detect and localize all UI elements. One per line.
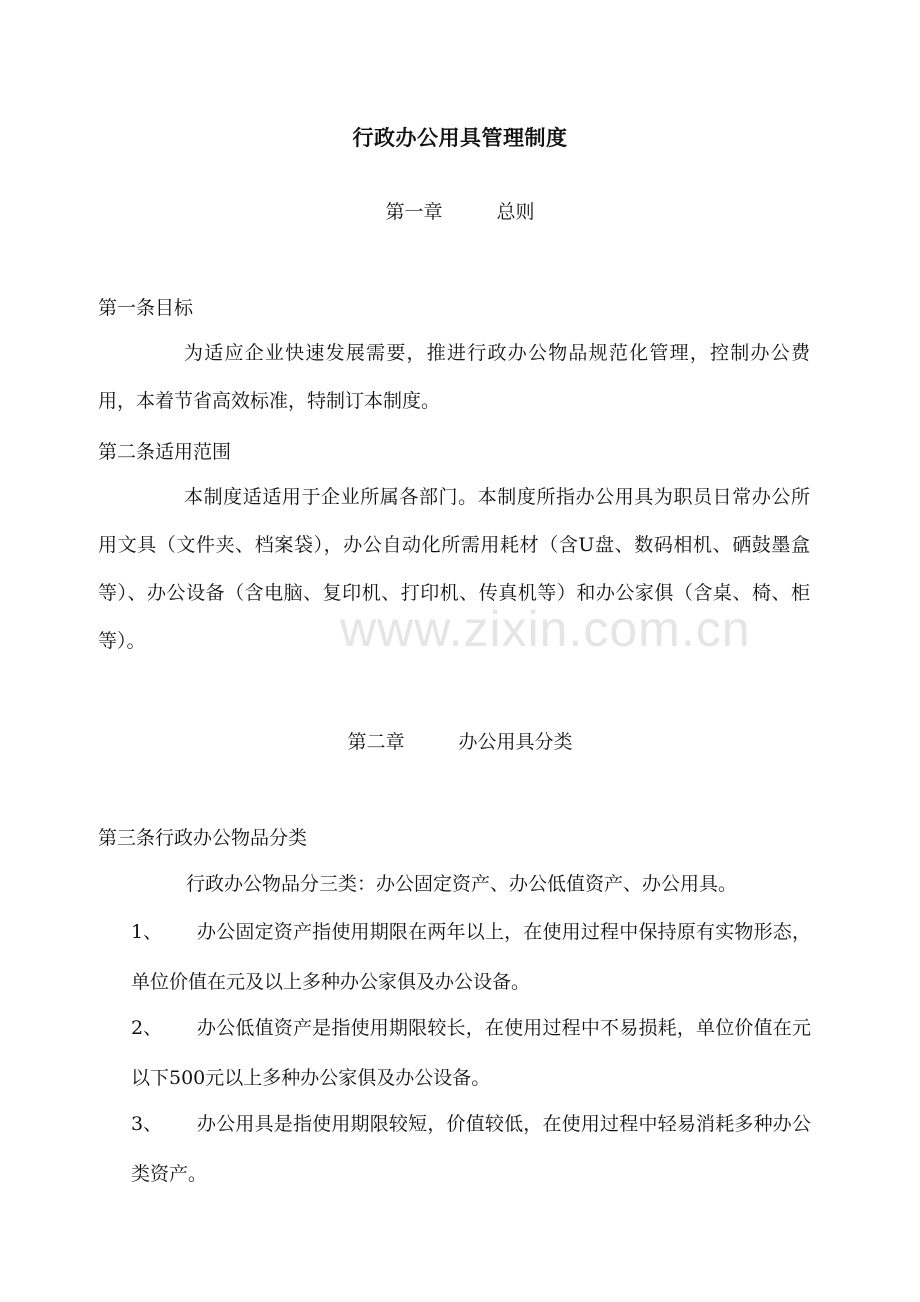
chapter-heading-1 (0, 197, 920, 224)
list-item-number: 1、 (131, 921, 163, 943)
list-item-number: 3、 (131, 1113, 163, 1135)
chapter-number: 第一章 (385, 201, 443, 223)
article-body-2: 本制度适适用于企业所属各部门。本制度所指办公用具为职员日常办公所用文具（文件夹、档案袋），办公自动化所需用耗材（含U盘、数码相机、硒鼓墨盒等）、办公设备（含电脑、复印机、打印机、传真机等）和办公家俱（含桌、椅、柜等）。 (98, 486, 810, 652)
chapter-number: 第二章 (347, 731, 405, 753)
list-item (131, 1099, 811, 1199)
document-title: 行政办公用具管理制度 (352, 125, 568, 150)
list-item (131, 907, 811, 1007)
article-body-1: 为适应企业快速发展需要，推进行政办公物品规范化管理，控制办公费用，本着节省高效标准，特制订本制度。 (98, 342, 810, 412)
list-item-text: 办公固定资产指使用期限在两年以上，在使用过程中保持原有实物形态，单位价值在元及以上多种办公家俱及办公设备。 (131, 921, 811, 993)
list-item (131, 1003, 811, 1103)
list-item-text: 办公用具是指使用期限较短，价值较低，在使用过程中轻易消耗多种办公类资产。 (131, 1113, 811, 1185)
list-item-text: 办公低值资产是指使用期限较长，在使用过程中不易损耗，单位价值在元以下500元以上多种办公家俱及办公设备。 (131, 1017, 811, 1089)
chapter-name: 办公用具分类 (458, 731, 573, 753)
list-item-number: 2、 (131, 1017, 163, 1039)
chapter-name: 总则 (496, 201, 535, 223)
article-heading-3: 第三条行政办公物品分类 (98, 827, 308, 849)
chapter-heading-2 (0, 727, 920, 754)
article-heading-1: 第一条目标 (98, 297, 194, 319)
watermark: www.zixin.com.cn (340, 601, 751, 657)
article-body-3: 行政办公物品分三类：办公固定资产、办公低值资产、办公用具。 (186, 873, 738, 895)
article-heading-2: 第二条适用范围 (98, 441, 232, 463)
